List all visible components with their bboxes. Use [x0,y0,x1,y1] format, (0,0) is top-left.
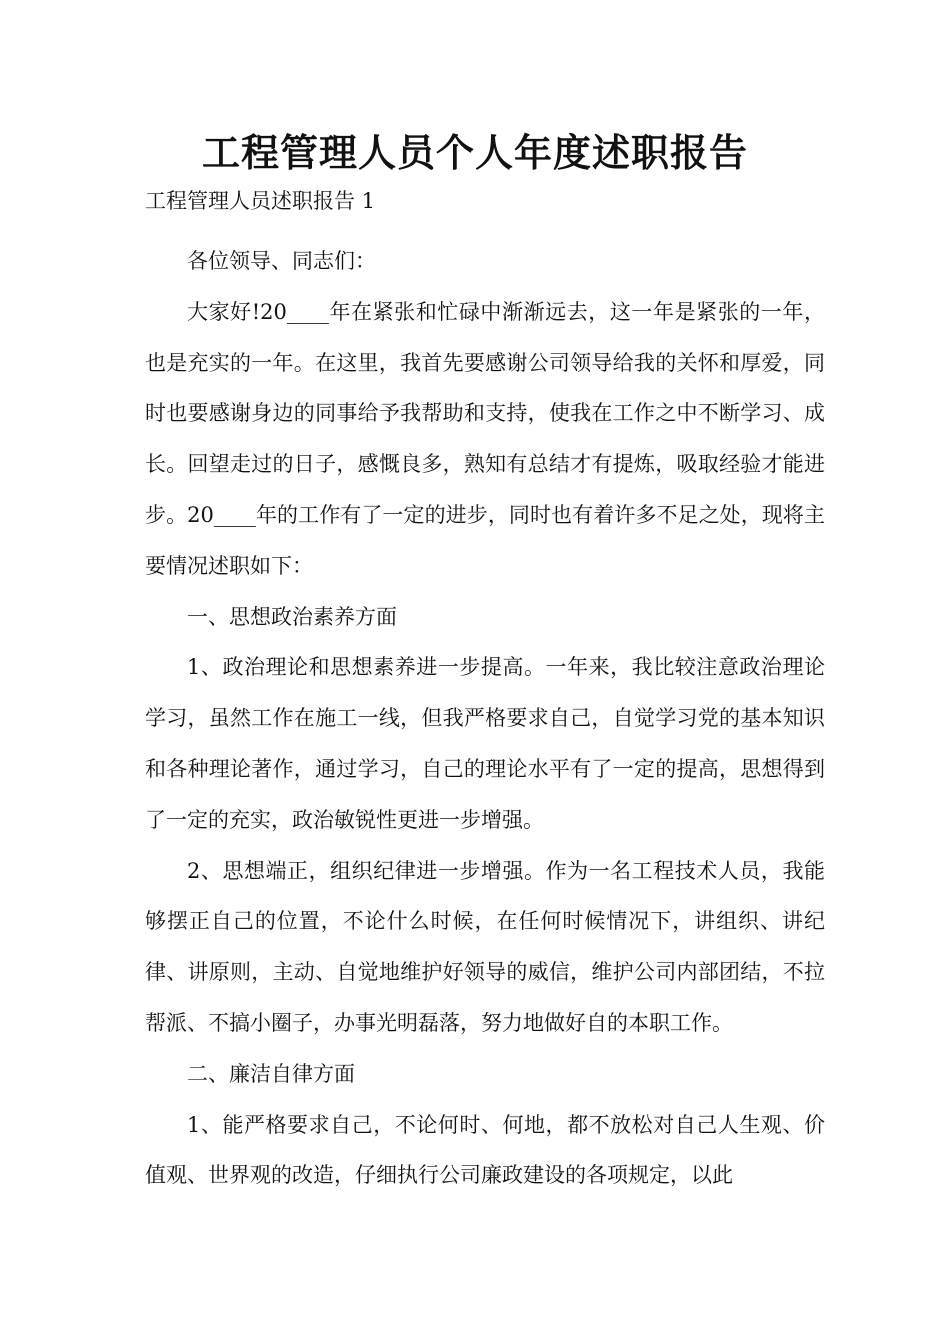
document-subtitle: 工程管理人员述职报告 1 [145,189,376,213]
body-paragraph: 1、能严格要求自己，不论何时、何地，都不放松对自己人生观、价值观、世界观的改造，仔细执行公司廉政建设的各项规定，以此 [145,1112,825,1188]
body-paragraph: 2、思想端正，组织纪律进一步增强。作为一名工程技术人员，我能够摆正自己的位置，不论什么时候，在任何时候情况下，讲组织、讲纪律、讲原则，主动、自觉地维护好领导的威信，维护公司内部团结，不拉帮派、不搞小圈子，办事光明磊落，努力地做好自的本职工作。 [145,858,825,1035]
document-title: 工程管理人员个人年度述职报告 [201,130,748,175]
body-paragraph: 1、政治理论和思想素养进一步提高。一年来，我比较注意政治理论学习，虽然工作在施工一线，但我严格要求自己，自觉学习党的基本知识和各种理论著作，通过学习，自己的理论水平有了一定的提高，思想得到了一定的充实，政治敏锐性更进一步增强。 [145,655,825,832]
section-heading: 一、思想政治素养方面 [187,604,397,629]
intro-paragraph: 大家好!20____年在紧张和忙碌中渐渐远去，这一年是紧张的一年，也是充实的一年。在这里，我首先要感谢公司领导给我的关怀和厚爱，同时也要感谢身边的同事给予我帮助和支持，使我在工作之中不断学习、成长。回望走过的日子，感慨良多，熟知有总结才有提炼，吸取经验才能进步。20____年的工作有了一定的进步，同时也有着许多不足之处，现将主要情况述职如下： [145,299,825,578]
section-heading: 二、廉洁自律方面 [187,1061,355,1086]
salutation-paragraph: 各位领导、同志们： [187,249,376,273]
document-body [145,236,825,1201]
